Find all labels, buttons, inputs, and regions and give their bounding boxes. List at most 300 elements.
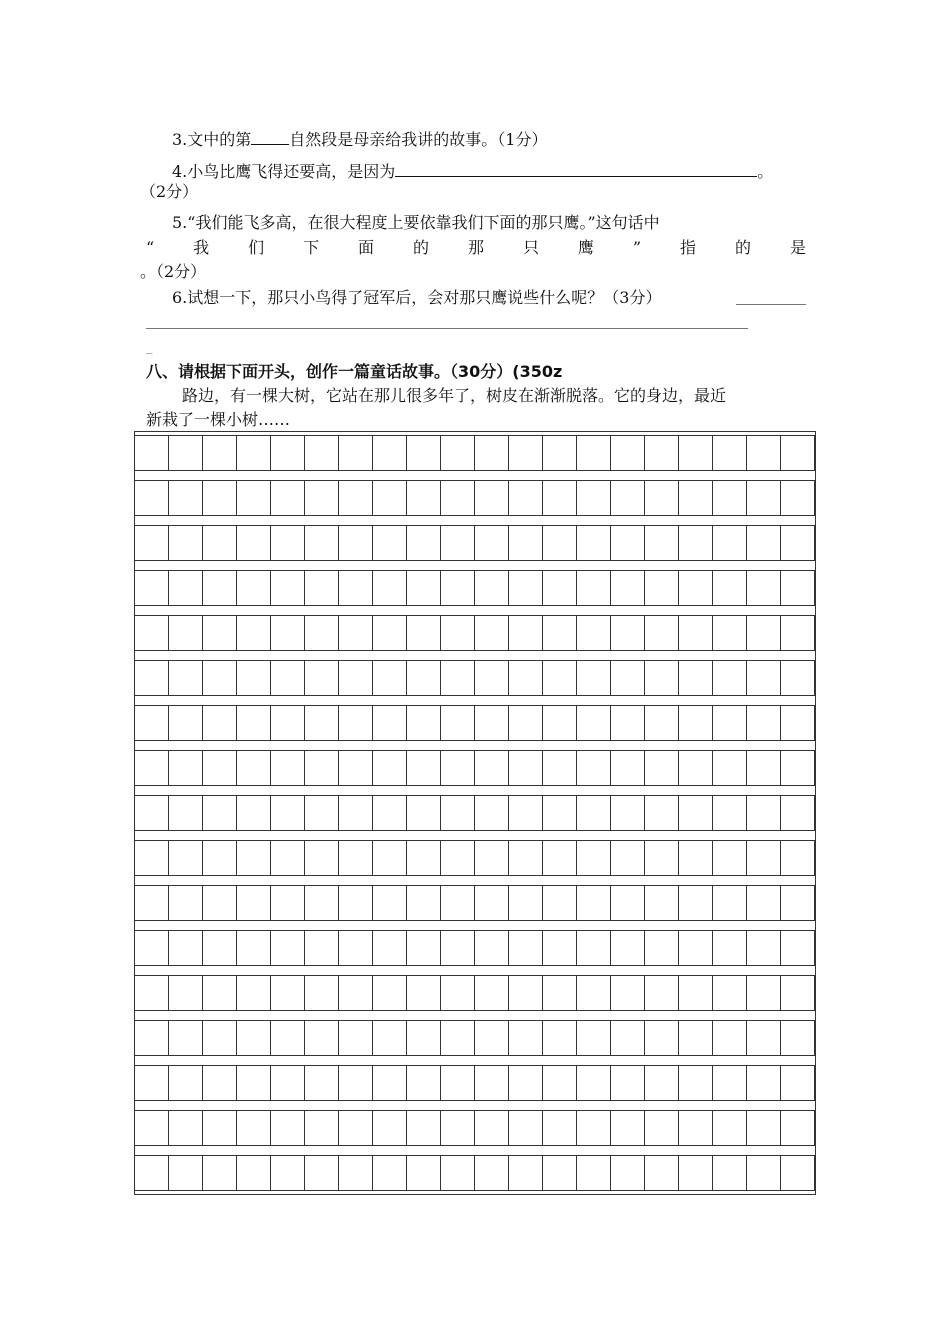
writing-grid-cell[interactable]	[543, 661, 577, 695]
writing-grid-cell[interactable]	[781, 1111, 815, 1145]
writing-grid-cell[interactable]	[577, 616, 611, 650]
writing-grid-cell[interactable]	[407, 571, 441, 605]
writing-grid-cell[interactable]	[135, 751, 169, 785]
writing-grid-cell[interactable]	[475, 1021, 509, 1055]
writing-grid-cell[interactable]	[509, 1111, 543, 1145]
writing-grid-cell[interactable]	[373, 1111, 407, 1145]
writing-grid-cell[interactable]	[305, 481, 339, 515]
writing-grid-cell[interactable]	[441, 571, 475, 605]
writing-grid-cell[interactable]	[611, 436, 645, 470]
writing-grid-cell[interactable]	[407, 481, 441, 515]
writing-grid-cell[interactable]	[339, 616, 373, 650]
writing-grid-cell[interactable]	[135, 526, 169, 560]
writing-grid-cell[interactable]	[305, 976, 339, 1010]
writing-grid-cell[interactable]	[645, 751, 679, 785]
writing-grid-cell[interactable]	[713, 1111, 747, 1145]
writing-grid-cell[interactable]	[781, 616, 815, 650]
writing-grid-cell[interactable]	[339, 796, 373, 830]
writing-grid-cell[interactable]	[203, 886, 237, 920]
writing-grid-cell[interactable]	[339, 751, 373, 785]
writing-grid-cell[interactable]	[577, 1066, 611, 1100]
writing-grid-cell[interactable]	[781, 571, 815, 605]
writing-grid-cell[interactable]	[135, 886, 169, 920]
writing-grid-cell[interactable]	[203, 796, 237, 830]
writing-grid-cell[interactable]	[509, 1156, 543, 1190]
writing-grid-cell[interactable]	[679, 751, 713, 785]
writing-grid-cell[interactable]	[747, 886, 781, 920]
writing-grid-cell[interactable]	[781, 1066, 815, 1100]
writing-grid-cell[interactable]	[645, 796, 679, 830]
writing-grid-cell[interactable]	[543, 1066, 577, 1100]
writing-grid-cell[interactable]	[305, 886, 339, 920]
writing-grid-cell[interactable]	[237, 706, 271, 740]
writing-grid-cell[interactable]	[135, 1156, 169, 1190]
writing-grid-cell[interactable]	[407, 1021, 441, 1055]
writing-grid-cell[interactable]	[237, 1021, 271, 1055]
writing-grid-cell[interactable]	[305, 706, 339, 740]
writing-grid-cell[interactable]	[203, 976, 237, 1010]
writing-grid-cell[interactable]	[407, 1066, 441, 1100]
writing-grid-cell[interactable]	[373, 526, 407, 560]
writing-grid-cell[interactable]	[407, 751, 441, 785]
writing-grid-cell[interactable]	[407, 931, 441, 965]
writing-grid-cell[interactable]	[611, 661, 645, 695]
writing-grid-cell[interactable]	[169, 751, 203, 785]
writing-grid-cell[interactable]	[203, 571, 237, 605]
writing-grid-cell[interactable]	[509, 841, 543, 875]
writing-grid-cell[interactable]	[135, 571, 169, 605]
writing-grid-cell[interactable]	[169, 796, 203, 830]
writing-grid-cell[interactable]	[713, 1066, 747, 1100]
writing-grid-cell[interactable]	[713, 706, 747, 740]
writing-grid-cell[interactable]	[781, 751, 815, 785]
writing-grid-cell[interactable]	[713, 751, 747, 785]
writing-grid-cell[interactable]	[441, 976, 475, 1010]
writing-grid-cell[interactable]	[203, 481, 237, 515]
writing-grid-cell[interactable]	[441, 661, 475, 695]
writing-grid-cell[interactable]	[475, 976, 509, 1010]
writing-grid-cell[interactable]	[271, 841, 305, 875]
writing-grid-cell[interactable]	[509, 931, 543, 965]
writing-grid-cell[interactable]	[611, 751, 645, 785]
writing-grid-cell[interactable]	[407, 1156, 441, 1190]
writing-grid-cell[interactable]	[645, 481, 679, 515]
writing-grid-cell[interactable]	[679, 616, 713, 650]
writing-grid-cell[interactable]	[679, 436, 713, 470]
writing-grid-cell[interactable]	[679, 841, 713, 875]
writing-grid-cell[interactable]	[407, 661, 441, 695]
writing-grid-cell[interactable]	[407, 706, 441, 740]
writing-grid-cell[interactable]	[135, 931, 169, 965]
writing-grid-cell[interactable]	[543, 706, 577, 740]
writing-grid-cell[interactable]	[339, 661, 373, 695]
writing-grid-cell[interactable]	[339, 571, 373, 605]
writing-grid-cell[interactable]	[169, 1156, 203, 1190]
writing-grid-cell[interactable]	[679, 661, 713, 695]
writing-grid-cell[interactable]	[577, 841, 611, 875]
writing-grid-cell[interactable]	[713, 481, 747, 515]
writing-grid-cell[interactable]	[611, 886, 645, 920]
writing-grid-cell[interactable]	[747, 976, 781, 1010]
writing-grid-cell[interactable]	[135, 616, 169, 650]
writing-grid-cell[interactable]	[577, 481, 611, 515]
writing-grid-cell[interactable]	[237, 751, 271, 785]
writing-grid-cell[interactable]	[713, 1156, 747, 1190]
writing-grid-cell[interactable]	[713, 976, 747, 1010]
writing-grid-cell[interactable]	[305, 1156, 339, 1190]
writing-grid-cell[interactable]	[713, 526, 747, 560]
writing-grid-cell[interactable]	[645, 1021, 679, 1055]
writing-grid-cell[interactable]	[781, 931, 815, 965]
writing-grid-cell[interactable]	[747, 931, 781, 965]
writing-grid-cell[interactable]	[237, 1156, 271, 1190]
writing-grid-cell[interactable]	[475, 571, 509, 605]
writing-grid-cell[interactable]	[203, 616, 237, 650]
writing-grid-cell[interactable]	[373, 706, 407, 740]
writing-grid-cell[interactable]	[169, 661, 203, 695]
writing-grid-cell[interactable]	[441, 751, 475, 785]
writing-grid-cell[interactable]	[781, 841, 815, 875]
writing-grid-cell[interactable]	[679, 526, 713, 560]
writing-grid-cell[interactable]	[339, 841, 373, 875]
writing-grid-cell[interactable]	[543, 841, 577, 875]
writing-grid-cell[interactable]	[237, 796, 271, 830]
writing-grid-cell[interactable]	[713, 886, 747, 920]
writing-grid-cell[interactable]	[441, 1066, 475, 1100]
writing-grid-cell[interactable]	[679, 1066, 713, 1100]
writing-grid-cell[interactable]	[271, 1156, 305, 1190]
writing-grid-cell[interactable]	[203, 1156, 237, 1190]
writing-grid-cell[interactable]	[611, 706, 645, 740]
writing-grid-cell[interactable]	[339, 1066, 373, 1100]
writing-grid-cell[interactable]	[713, 436, 747, 470]
writing-grid-cell[interactable]	[237, 661, 271, 695]
writing-grid-cell[interactable]	[679, 796, 713, 830]
writing-grid-cell[interactable]	[611, 1066, 645, 1100]
writing-grid-cell[interactable]	[169, 481, 203, 515]
writing-grid-cell[interactable]	[747, 1156, 781, 1190]
writing-grid-cell[interactable]	[135, 481, 169, 515]
writing-grid-cell[interactable]	[543, 1021, 577, 1055]
writing-grid-cell[interactable]	[747, 1021, 781, 1055]
writing-grid-cell[interactable]	[373, 751, 407, 785]
writing-grid-cell[interactable]	[237, 931, 271, 965]
writing-grid-cell[interactable]	[135, 436, 169, 470]
writing-grid-cell[interactable]	[169, 616, 203, 650]
writing-grid-cell[interactable]	[305, 1111, 339, 1145]
writing-grid-cell[interactable]	[135, 976, 169, 1010]
writing-grid-cell[interactable]	[305, 571, 339, 605]
writing-grid-cell[interactable]	[747, 436, 781, 470]
writing-grid-cell[interactable]	[679, 1021, 713, 1055]
writing-grid-cell[interactable]	[509, 526, 543, 560]
writing-grid-cell[interactable]	[611, 1021, 645, 1055]
writing-grid-cell[interactable]	[203, 1021, 237, 1055]
writing-grid-cell[interactable]	[169, 1111, 203, 1145]
writing-grid-cell[interactable]	[203, 931, 237, 965]
writing-grid-cell[interactable]	[271, 616, 305, 650]
writing-grid-cell[interactable]	[441, 1021, 475, 1055]
writing-grid-cell[interactable]	[475, 751, 509, 785]
writing-grid-cell[interactable]	[679, 706, 713, 740]
writing-grid-cell[interactable]	[339, 976, 373, 1010]
writing-grid-cell[interactable]	[781, 886, 815, 920]
writing-grid-cell[interactable]	[271, 1111, 305, 1145]
writing-grid-cell[interactable]	[611, 931, 645, 965]
question-4-answer-blank[interactable]	[395, 160, 757, 177]
writing-grid-cell[interactable]	[475, 1156, 509, 1190]
writing-grid-cell[interactable]	[781, 481, 815, 515]
writing-grid-cell[interactable]	[135, 796, 169, 830]
writing-grid-cell[interactable]	[305, 931, 339, 965]
writing-grid-cell[interactable]	[271, 706, 305, 740]
writing-grid-cell[interactable]	[509, 886, 543, 920]
writing-grid-cell[interactable]	[611, 1111, 645, 1145]
writing-grid-cell[interactable]	[509, 436, 543, 470]
writing-grid-cell[interactable]	[747, 751, 781, 785]
writing-grid-cell[interactable]	[271, 1066, 305, 1100]
writing-grid-cell[interactable]	[169, 1066, 203, 1100]
writing-grid-cell[interactable]	[509, 616, 543, 650]
writing-grid-cell[interactable]	[475, 1111, 509, 1145]
writing-grid-cell[interactable]	[373, 571, 407, 605]
writing-grid-cell[interactable]	[135, 1111, 169, 1145]
writing-grid-cell[interactable]	[611, 841, 645, 875]
writing-grid-cell[interactable]	[407, 976, 441, 1010]
writing-grid-cell[interactable]	[781, 1156, 815, 1190]
writing-grid-cell[interactable]	[577, 571, 611, 605]
writing-grid-cell[interactable]	[645, 886, 679, 920]
writing-grid-cell[interactable]	[203, 661, 237, 695]
writing-grid-cell[interactable]	[645, 616, 679, 650]
writing-grid-cell[interactable]	[781, 706, 815, 740]
writing-grid-cell[interactable]	[645, 661, 679, 695]
writing-grid-cell[interactable]	[713, 661, 747, 695]
writing-grid-cell[interactable]	[237, 436, 271, 470]
question-6-answer-line-2[interactable]	[146, 328, 748, 329]
writing-grid-cell[interactable]	[441, 886, 475, 920]
writing-grid-cell[interactable]	[679, 481, 713, 515]
writing-grid-cell[interactable]	[339, 1156, 373, 1190]
writing-grid-cell[interactable]	[747, 796, 781, 830]
writing-grid-cell[interactable]	[509, 661, 543, 695]
writing-grid-cell[interactable]	[237, 841, 271, 875]
writing-grid-cell[interactable]	[645, 526, 679, 560]
writing-grid-cell[interactable]	[373, 616, 407, 650]
writing-grid-cell[interactable]	[645, 571, 679, 605]
writing-grid-cell[interactable]	[169, 571, 203, 605]
writing-grid-cell[interactable]	[543, 931, 577, 965]
writing-grid-cell[interactable]	[781, 526, 815, 560]
writing-grid-cell[interactable]	[577, 436, 611, 470]
writing-grid-cell[interactable]	[135, 706, 169, 740]
writing-grid-cell[interactable]	[645, 931, 679, 965]
writing-grid-cell[interactable]	[169, 841, 203, 875]
writing-grid-cell[interactable]	[373, 886, 407, 920]
writing-grid-cell[interactable]	[237, 481, 271, 515]
writing-grid-cell[interactable]	[543, 1111, 577, 1145]
writing-grid-cell[interactable]	[645, 976, 679, 1010]
writing-grid-cell[interactable]	[305, 661, 339, 695]
writing-grid-cell[interactable]	[169, 1021, 203, 1055]
writing-grid-cell[interactable]	[339, 436, 373, 470]
writing-grid-cell[interactable]	[407, 796, 441, 830]
writing-grid-cell[interactable]	[203, 526, 237, 560]
writing-grid-cell[interactable]	[237, 976, 271, 1010]
writing-grid-cell[interactable]	[407, 526, 441, 560]
writing-grid-cell[interactable]	[373, 841, 407, 875]
writing-grid-cell[interactable]	[203, 751, 237, 785]
writing-grid-cell[interactable]	[645, 841, 679, 875]
writing-grid-cell[interactable]	[271, 436, 305, 470]
writing-grid-cell[interactable]	[237, 526, 271, 560]
writing-grid-cell[interactable]	[203, 1111, 237, 1145]
writing-grid-cell[interactable]	[747, 706, 781, 740]
writing-grid-cell[interactable]	[679, 976, 713, 1010]
writing-grid-cell[interactable]	[237, 616, 271, 650]
writing-grid-cell[interactable]	[577, 1021, 611, 1055]
writing-grid-cell[interactable]	[577, 976, 611, 1010]
writing-grid-cell[interactable]	[645, 1111, 679, 1145]
writing-grid-cell[interactable]	[747, 1066, 781, 1100]
writing-grid-cell[interactable]	[679, 1156, 713, 1190]
writing-grid-cell[interactable]	[237, 571, 271, 605]
writing-grid-cell[interactable]	[611, 796, 645, 830]
writing-grid-cell[interactable]	[781, 796, 815, 830]
writing-grid-cell[interactable]	[475, 1066, 509, 1100]
writing-grid-cell[interactable]	[271, 526, 305, 560]
writing-grid-cell[interactable]	[135, 661, 169, 695]
writing-grid-cell[interactable]	[475, 886, 509, 920]
writing-grid-cell[interactable]	[271, 571, 305, 605]
writing-grid-cell[interactable]	[169, 436, 203, 470]
writing-grid-cell[interactable]	[271, 796, 305, 830]
writing-grid-cell[interactable]	[611, 481, 645, 515]
writing-grid-cell[interactable]	[475, 616, 509, 650]
writing-grid-cell[interactable]	[713, 571, 747, 605]
writing-grid-cell[interactable]	[747, 841, 781, 875]
writing-grid-cell[interactable]	[237, 1111, 271, 1145]
writing-grid-cell[interactable]	[747, 661, 781, 695]
writing-grid-cell[interactable]	[475, 481, 509, 515]
writing-grid-cell[interactable]	[135, 1021, 169, 1055]
writing-grid-cell[interactable]	[543, 571, 577, 605]
writing-grid-cell[interactable]	[577, 526, 611, 560]
writing-grid-cell[interactable]	[577, 1111, 611, 1145]
writing-grid-cell[interactable]	[135, 1066, 169, 1100]
writing-grid-cell[interactable]	[781, 436, 815, 470]
writing-grid-cell[interactable]	[679, 886, 713, 920]
writing-grid-cell[interactable]	[271, 751, 305, 785]
writing-grid-cell[interactable]	[509, 481, 543, 515]
writing-grid-cell[interactable]	[305, 796, 339, 830]
writing-grid-cell[interactable]	[135, 841, 169, 875]
writing-grid-cell[interactable]	[203, 706, 237, 740]
writing-grid-cell[interactable]	[509, 1021, 543, 1055]
writing-grid-cell[interactable]	[271, 1021, 305, 1055]
writing-grid-cell[interactable]	[441, 1156, 475, 1190]
writing-grid-cell[interactable]	[305, 751, 339, 785]
writing-grid-cell[interactable]	[577, 1156, 611, 1190]
writing-grid-cell[interactable]	[611, 616, 645, 650]
writing-grid-cell[interactable]	[747, 616, 781, 650]
writing-grid-cell[interactable]	[713, 841, 747, 875]
writing-grid-cell[interactable]	[543, 886, 577, 920]
writing-grid-cell[interactable]	[169, 886, 203, 920]
writing-grid-cell[interactable]	[611, 526, 645, 560]
writing-grid-cell[interactable]	[373, 1021, 407, 1055]
writing-grid-cell[interactable]	[509, 751, 543, 785]
writing-grid-cell[interactable]	[441, 841, 475, 875]
writing-grid-cell[interactable]	[509, 706, 543, 740]
question-6-answer-line-1[interactable]	[736, 304, 806, 305]
writing-grid-cell[interactable]	[475, 841, 509, 875]
question-3-answer-blank[interactable]	[251, 128, 289, 145]
writing-grid-cell[interactable]	[441, 931, 475, 965]
writing-grid-cell[interactable]	[645, 1156, 679, 1190]
writing-grid-cell[interactable]	[747, 481, 781, 515]
writing-grid-cell[interactable]	[543, 436, 577, 470]
writing-grid-cell[interactable]	[305, 1021, 339, 1055]
writing-grid-cell[interactable]	[203, 436, 237, 470]
writing-grid-cell[interactable]	[577, 706, 611, 740]
writing-grid-cell[interactable]	[441, 706, 475, 740]
writing-grid-cell[interactable]	[679, 1111, 713, 1145]
writing-grid-cell[interactable]	[441, 616, 475, 650]
writing-grid-cell[interactable]	[577, 751, 611, 785]
writing-grid-cell[interactable]	[713, 931, 747, 965]
writing-grid-cell[interactable]	[747, 1111, 781, 1145]
writing-grid-cell[interactable]	[475, 706, 509, 740]
writing-grid-cell[interactable]	[509, 796, 543, 830]
writing-grid-cell[interactable]	[407, 886, 441, 920]
writing-grid-cell[interactable]	[305, 526, 339, 560]
writing-grid-cell[interactable]	[611, 976, 645, 1010]
writing-grid-cell[interactable]	[339, 1021, 373, 1055]
writing-grid-cell[interactable]	[305, 436, 339, 470]
writing-grid-cell[interactable]	[543, 1156, 577, 1190]
writing-grid-cell[interactable]	[781, 976, 815, 1010]
writing-grid-cell[interactable]	[441, 481, 475, 515]
writing-grid-cell[interactable]	[475, 436, 509, 470]
writing-grid-cell[interactable]	[271, 481, 305, 515]
writing-grid-cell[interactable]	[543, 616, 577, 650]
writing-grid-cell[interactable]	[747, 526, 781, 560]
writing-grid-cell[interactable]	[611, 1156, 645, 1190]
writing-grid-cell[interactable]	[407, 616, 441, 650]
writing-grid-cell[interactable]	[271, 886, 305, 920]
writing-grid-cell[interactable]	[373, 661, 407, 695]
writing-grid-cell[interactable]	[237, 1066, 271, 1100]
writing-grid-cell[interactable]	[645, 1066, 679, 1100]
writing-grid-cell[interactable]	[509, 571, 543, 605]
writing-grid-cell[interactable]	[441, 526, 475, 560]
writing-grid-cell[interactable]	[543, 481, 577, 515]
writing-grid-cell[interactable]	[305, 1066, 339, 1100]
writing-grid-cell[interactable]	[679, 571, 713, 605]
writing-grid-cell[interactable]	[475, 796, 509, 830]
writing-grid-cell[interactable]	[713, 796, 747, 830]
writing-grid-cell[interactable]	[339, 706, 373, 740]
writing-grid-cell[interactable]	[407, 1111, 441, 1145]
writing-grid-cell[interactable]	[645, 706, 679, 740]
writing-grid-cell[interactable]	[339, 481, 373, 515]
writing-grid-cell[interactable]	[781, 661, 815, 695]
writing-grid-cell[interactable]	[373, 436, 407, 470]
writing-grid-cell[interactable]	[373, 1066, 407, 1100]
writing-grid-cell[interactable]	[645, 436, 679, 470]
writing-grid-cell[interactable]	[577, 886, 611, 920]
